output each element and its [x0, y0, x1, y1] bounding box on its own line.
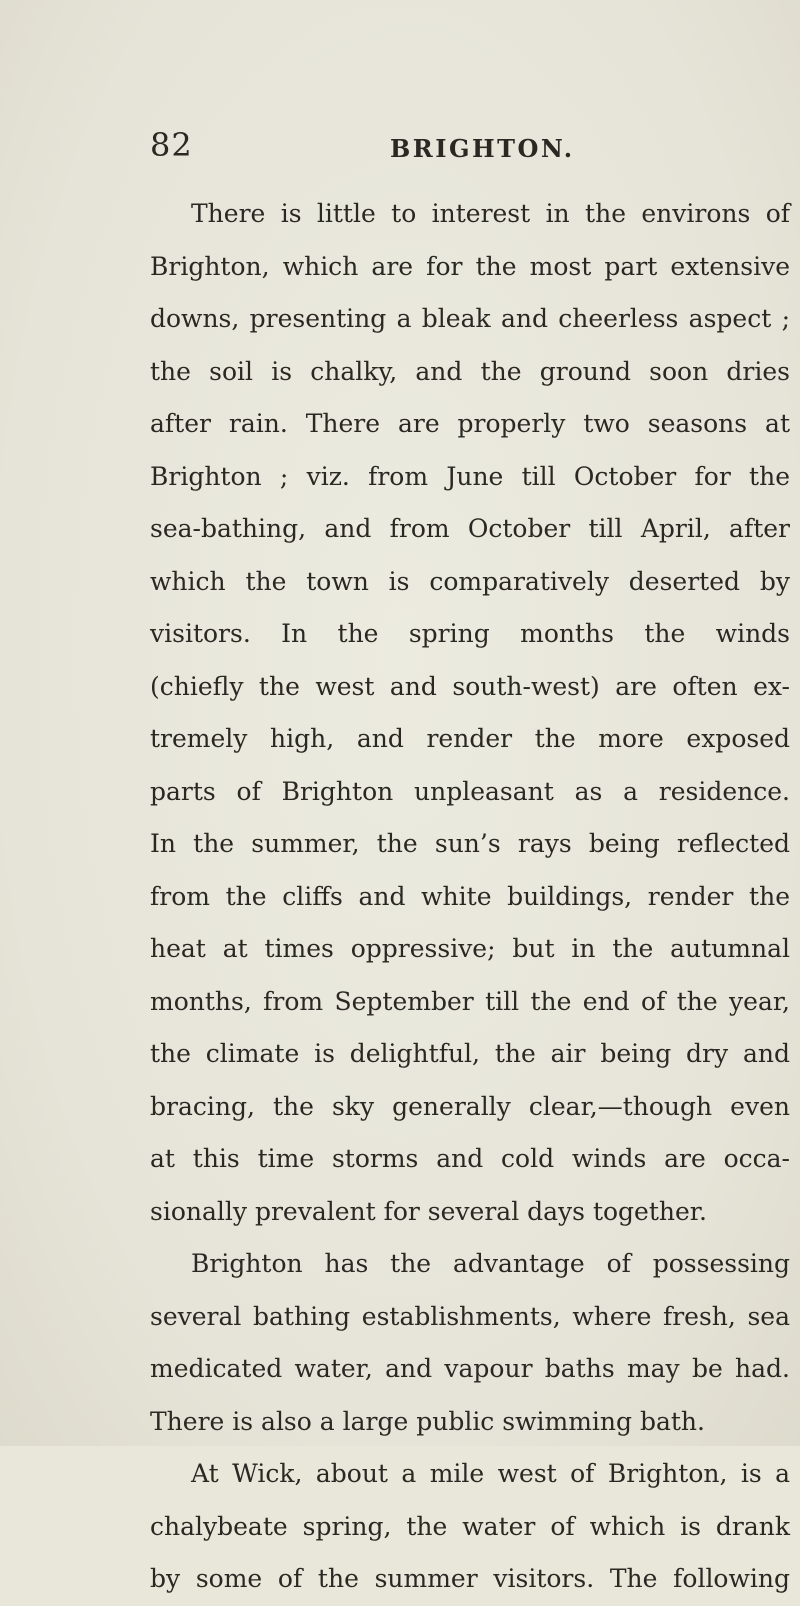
text-line: sionally prevalent for several days together. — [150, 1196, 707, 1226]
paragraph-baths — [150, 1238, 790, 1448]
text-line: visitors. In the spring months the winds — [150, 619, 790, 648]
page-number: 82 — [150, 126, 193, 164]
text-line: Brighton has the advantage of possessing — [191, 1249, 790, 1278]
text-line: after rain. There are properly two seasons at — [150, 409, 790, 438]
text-line: several bathing establishments, where fresh, sea — [150, 1301, 790, 1331]
text-line: Brighton ; viz. from June till October for the — [150, 461, 790, 491]
text-line: the climate is delightful, the air being dry and — [150, 1039, 790, 1068]
text-line: bracing, the sky generally clear,—though even — [150, 1091, 790, 1121]
text-line: which the town is comparatively deserted by — [150, 566, 790, 596]
text-line: chalybeate spring, the water of which is drank — [150, 1511, 790, 1541]
text-line: at this time storms and cold winds are occa- — [150, 1144, 790, 1173]
text-line: There is little to interest in the environs of — [191, 199, 790, 228]
text-line: months, from September till the end of the year, — [150, 986, 790, 1016]
running-title: BRIGHTON. — [390, 134, 575, 163]
text-line: (chiefly the west and south-west) are often ex- — [150, 671, 790, 701]
text-line: parts of Brighton unpleasant as a residence. — [150, 776, 790, 806]
text-line: Brighton, which are for the most part extensive — [150, 251, 790, 281]
paragraph-climate — [150, 188, 790, 1238]
text-line: heat at times oppressive; but in the autumnal — [150, 934, 790, 963]
text-line: medicated water, and vapour baths may be had. — [150, 1354, 790, 1383]
text-line: from the cliffs and white buildings, render the — [150, 881, 790, 911]
text-line: There is also a large public swimming bath. — [150, 1406, 705, 1436]
text-line: At Wick, about a mile west of Brighton, is a — [191, 1459, 790, 1488]
text-line: sea-bathing, and from October till April, after — [150, 514, 790, 543]
text-line: the soil is chalky, and the ground soon dries — [150, 356, 790, 386]
page-header — [150, 126, 790, 170]
text-line: downs, presenting a bleak and cheerless aspect ; — [150, 304, 790, 333]
text-line: by some of the summer visitors. The following — [150, 1564, 790, 1593]
text-line: tremely high, and render the more exposed — [150, 724, 790, 753]
body-text — [150, 188, 790, 1606]
paragraph-wick-spring — [150, 1448, 790, 1606]
text-line: In the summer, the sun’s rays being reflected — [150, 829, 790, 858]
